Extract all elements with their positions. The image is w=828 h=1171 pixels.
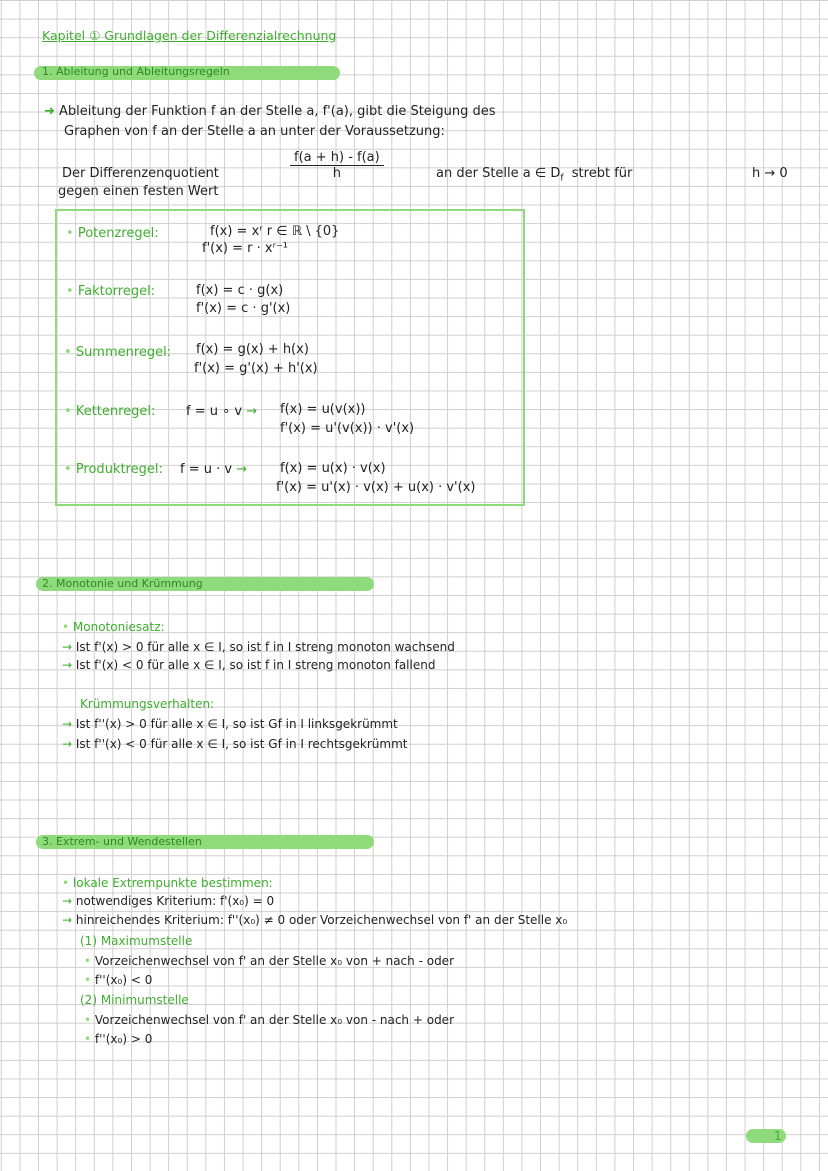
section2-heading: 2. Monotonie und Krümmung [42, 577, 203, 590]
rule-faktor-f: f(x) = c · g(x) [196, 283, 284, 298]
kruemmung-line1: → Ist f''(x) > 0 für alle x ∈ I, so ist Gf in I linksgekrümmt [62, 717, 398, 731]
dq-prefix: Der Differenzenquotient [62, 166, 219, 181]
rule-potenz-f: f(x) = xʳ r ∈ ℝ \ {0} [210, 224, 340, 239]
page-number: 1 [774, 1129, 782, 1143]
bullet-icon: • [64, 345, 76, 360]
bullet-icon: • [84, 1013, 95, 1027]
bullet-icon: • [62, 620, 73, 634]
bullet-icon: • [66, 226, 78, 241]
bullet-icon: • [66, 284, 78, 299]
maximum-label: (1) Maximumstelle [80, 934, 193, 948]
intro-line4: gegen einen festen Wert [58, 184, 219, 199]
bullet-icon: • [64, 404, 76, 419]
rule-faktor-fp: f'(x) = c · g'(x) [196, 301, 291, 316]
rule-ketten-f: f(x) = u(v(x)) [280, 402, 366, 417]
dq-numerator: f(a + h) - f(a) [290, 150, 384, 166]
dq-limit: h → 0 [752, 166, 788, 181]
rule-produkt-fp: f'(x) = u'(x) · v(x) + u(x) · v'(x) [276, 480, 476, 495]
maximum-line1: • Vorzeichenwechsel von f' an der Stelle x₀ von + nach - oder [84, 954, 454, 968]
dq-denominator: h [332, 166, 341, 181]
arrow-right-icon: → [246, 404, 258, 419]
bullet-icon: • [84, 954, 95, 968]
arrow-right-icon: → [62, 913, 76, 927]
arrow-right-icon: → [62, 737, 76, 751]
arrow-right-icon: → [62, 894, 76, 908]
kruemmung-line2: → Ist f''(x) < 0 für alle x ∈ I, so ist Gf in I rechtsgekrümmt [62, 737, 408, 751]
rule-summen-fp: f'(x) = g'(x) + h'(x) [194, 361, 318, 376]
arrow-right-icon: → [62, 717, 76, 731]
intro-line2: Graphen von f an der Stelle a an unter der Voraussetzung: [64, 124, 445, 139]
maximum-line2: • f''(x₀) < 0 [84, 973, 153, 987]
rule-potenz-fp: f'(x) = r · xʳ⁻¹ [202, 241, 289, 256]
rule-produkt-def: f = u · v → [180, 462, 248, 477]
hinreichend-line: → hinreichendes Kriterium: f''(x₀) ≠ 0 oder Vorzeichenwechsel von f' an der Stelle x₀ [62, 913, 568, 927]
arrow-right-icon: → [62, 658, 76, 672]
difference-quotient [290, 150, 384, 181]
monotonie-line1: → Ist f'(x) > 0 für alle x ∈ I, so ist f in I streng monoton wachsend [62, 640, 455, 654]
bullet-icon: • [84, 1032, 95, 1046]
minimum-label: (2) Minimumstelle [80, 993, 189, 1007]
dq-suffix: an der Stelle a ∈ $D_f$ strebt für [436, 166, 633, 184]
intro-line1: ➜ Ableitung der Funktion f an der Stelle a, f'(a), gibt die Steigung des [44, 104, 496, 119]
minimum-line2: • f''(x₀) > 0 [84, 1032, 153, 1046]
arrow-right-icon: ➜ [44, 104, 60, 119]
chapter-title: Kapitel ① Grundlagen der Differenzialrechnung [42, 28, 337, 43]
rule-ketten-fp: f'(x) = u'(v(x)) · v'(x) [280, 421, 415, 436]
rule-ketten-def: f = u ∘ v → [186, 404, 258, 419]
minimum-line1: • Vorzeichenwechsel von f' an der Stelle x₀ von - nach + oder [84, 1013, 454, 1027]
notwendig-line: → notwendiges Kriterium: f'(x₀) = 0 [62, 894, 275, 908]
rule-produkt-name: • Produktregel: [64, 462, 163, 477]
rule-summen-f: f(x) = g(x) + h(x) [196, 342, 309, 357]
kruemmung-label: Krümmungsverhalten: [80, 697, 215, 711]
section1-heading: 1. Ableitung und Ableitungsregeln [42, 65, 230, 78]
bullet-icon: • [64, 462, 76, 477]
rule-summen-name: • Summenregel: [64, 345, 172, 360]
monotonie-line2: → Ist f'(x) < 0 für alle x ∈ I, so ist f in I streng monoton fallend [62, 658, 436, 672]
bullet-icon: • [84, 973, 95, 987]
rule-potenz-name: • Potenzregel: [66, 226, 159, 241]
rule-ketten-name: • Kettenregel: [64, 404, 156, 419]
section3-heading: 3. Extrem- und Wendestellen [42, 835, 202, 848]
monotonie-label: • Monotoniesatz: [62, 620, 165, 634]
arrow-right-icon: → [236, 462, 248, 477]
extrem-label: • lokale Extrempunkte bestimmen: [62, 876, 273, 890]
rule-produkt-f: f(x) = u(x) · v(x) [280, 461, 386, 476]
rule-faktor-name: • Faktorregel: [66, 284, 156, 299]
arrow-right-icon: → [62, 640, 76, 654]
bullet-icon: • [62, 876, 73, 890]
